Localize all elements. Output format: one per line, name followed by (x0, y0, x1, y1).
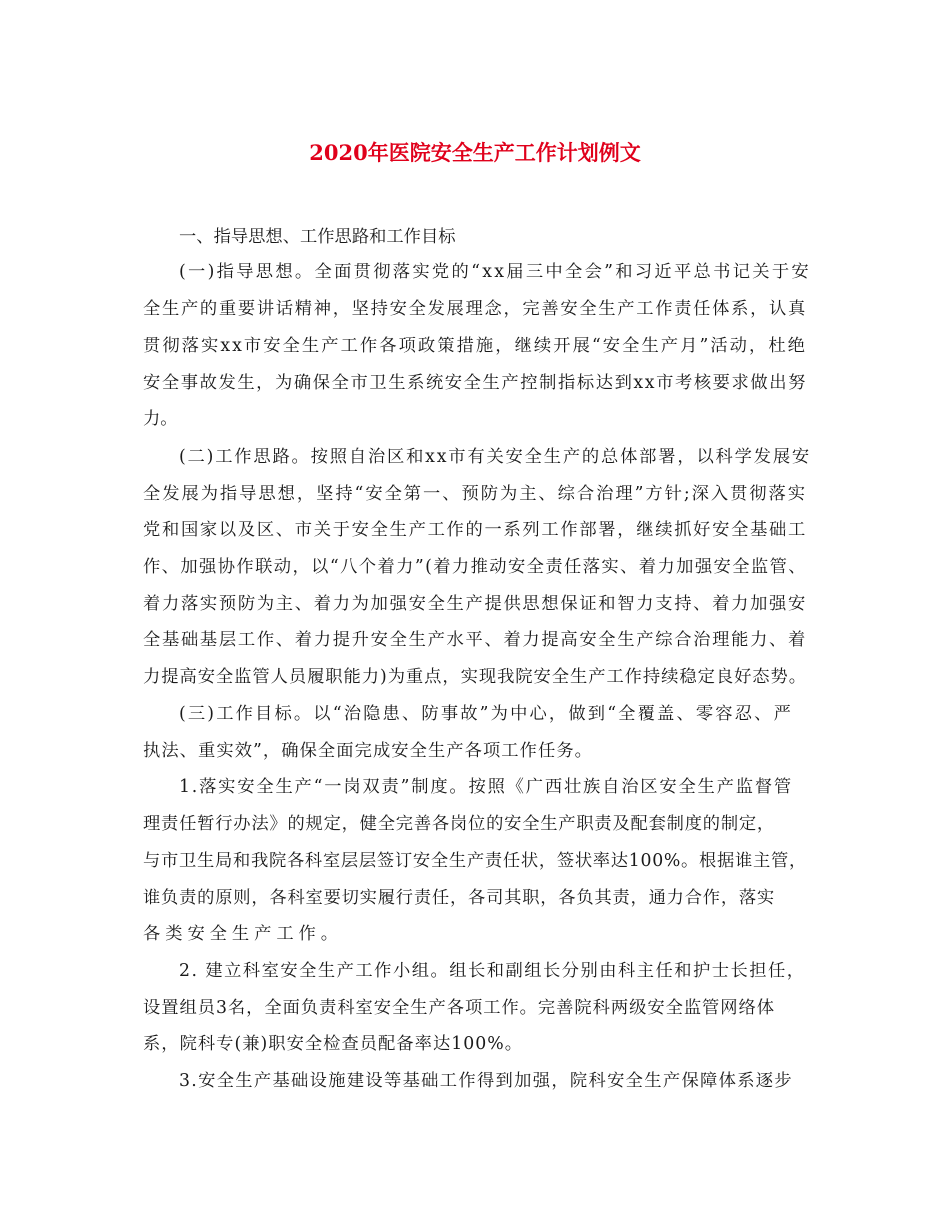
paragraph-line: 与市卫生局和我院各科室层层签订安全生产责任状，签状率达100%。根据谁主管， (143, 851, 807, 871)
paragraph-line: 力提高安全监管人员履职能力)为重点，实现我院安全生产工作持续稳定良好态势。 (143, 667, 807, 687)
paragraph-line: 全发展为指导思想，坚持“安全第一、预防为主、综合治理”方针;深入贯彻落实 (143, 484, 807, 504)
paragraph-line: 1.落实安全生产“一岗双责”制度。按照《广西壮族自治区安全生产监督管 (179, 777, 793, 797)
paragraph-line: 设置组员3名，全面负责科室安全生产各项工作。完善院科两级安全监管网络体 (143, 998, 775, 1018)
paragraph-line: (三)工作目标。以“治隐患、防事故”为中心，做到“全覆盖、零容忍、严 (179, 704, 793, 724)
paragraph-line: (二)工作思路。按照自治区和xx市有关安全生产的总体部署，以科学发展安 (179, 447, 811, 467)
paragraph-line: 力。 (143, 409, 178, 429)
paragraph-line: 执法、重实效”，确保全面完成安全生产各项工作任务。 (143, 741, 593, 761)
paragraph-line: 系，院科专(兼)职安全检查员配备率达100%。 (143, 1034, 523, 1054)
paragraph-line: 党和国家以及区、市关于安全生产工作的一系列工作部署，继续抓好安全基础工 (143, 520, 807, 540)
paragraph-line: 3.安全生产基础设施建设等基础工作得到加强，院科安全生产保障体系逐步 (179, 1071, 793, 1091)
paragraph-line: 作、加强协作联动，以“八个着力”(着力推动安全责任落实、着力加强安全监管、 (143, 557, 807, 577)
paragraph-line: 全基础基层工作、着力提升安全生产水平、着力提高安全生产综合治理能力、着 (143, 630, 807, 650)
section-heading: 一、指导思想、工作思路和工作目标 (179, 227, 456, 247)
paragraph-line: 安全事故发生，为确保全市卫生系统安全生产控制指标达到xx市考核要求做出努 (143, 373, 807, 393)
paragraph-line: 着力落实预防为主、着力为加强安全生产提供思想保证和智力支持、着力加强安 (143, 594, 807, 614)
paragraph-line: 理责任暂行办法》的规定，健全完善各岗位的安全生产职责及配套制度的制定， (143, 814, 775, 834)
paragraph-line: 2. 建立科室安全生产工作小组。组长和副组长分别由科主任和护士长担任， (179, 961, 806, 981)
paragraph-line: 谁负责的原则，各科室要切实履行责任，各司其职，各负其责，通力合作，落实 (143, 888, 775, 908)
document-title: 2020年医院安全生产工作计划例文 (309, 140, 641, 165)
paragraph-line: 贯彻落实xx市安全生产工作各项政策措施，继续开展“安全生产月”活动，杜绝 (143, 336, 807, 356)
paragraph-line: (一)指导思想。全面贯彻落实党的“xx届三中全会”和习近平总书记关于安 (179, 262, 811, 282)
paragraph-line: 全生产的重要讲话精神，坚持安全发展理念，完善安全生产工作责任体系，认真 (143, 299, 807, 319)
paragraph-line: 各类安全生产工作。 (143, 924, 343, 944)
